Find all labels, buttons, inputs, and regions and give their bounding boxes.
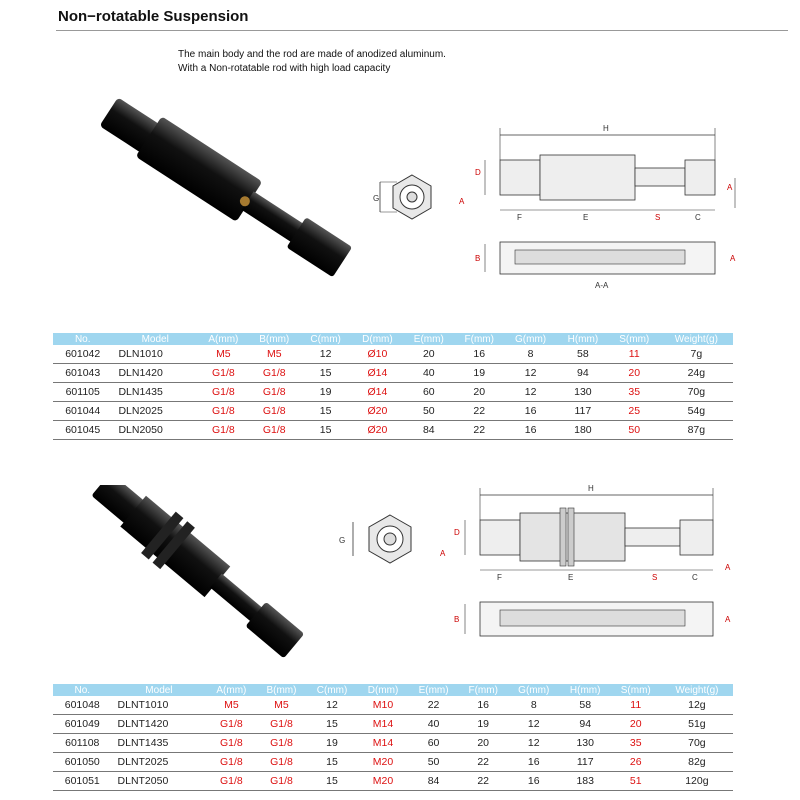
table-cell: 22	[459, 753, 508, 772]
table-cell: G1/8	[198, 383, 249, 402]
end-view-drawing-1	[372, 168, 462, 238]
col-s: S(mm)	[611, 684, 661, 696]
table-cell: M20	[358, 772, 409, 791]
table-cell: DLNT2050	[112, 772, 207, 791]
table-cell: G1/8	[256, 715, 306, 734]
table-cell: 12	[300, 345, 352, 364]
table-row	[53, 753, 733, 772]
spec-table-dln	[53, 333, 733, 440]
table-cell: 11	[611, 696, 661, 715]
table-cell: 601044	[53, 402, 112, 421]
table-cell: 601051	[53, 772, 112, 791]
table-cell: 35	[611, 734, 661, 753]
label-h: H	[603, 124, 609, 133]
label-c: C	[695, 213, 701, 222]
label-d-2: D	[454, 528, 460, 537]
table-cell: G1/8	[256, 772, 306, 791]
label-e-2: E	[568, 573, 574, 582]
table-cell: 50	[409, 753, 459, 772]
table-cell: 12g	[661, 696, 733, 715]
table-cell: M20	[358, 753, 409, 772]
end-view-drawing-2	[335, 510, 430, 580]
product-photo-dlnt	[75, 485, 355, 670]
table-cell: 58	[560, 696, 611, 715]
table-cell: G1/8	[206, 734, 256, 753]
table-cell: 15	[307, 715, 358, 734]
table-cell: M10	[358, 696, 409, 715]
table-cell: G1/8	[256, 734, 306, 753]
table-cell: 16	[504, 402, 557, 421]
table-cell: 12	[504, 364, 557, 383]
table-row	[53, 734, 733, 753]
label-a-right-2: A	[725, 563, 731, 572]
product-photo-dln	[80, 95, 380, 295]
table-cell: 117	[557, 402, 609, 421]
table-cell: 82g	[661, 753, 733, 772]
label-a-right: A	[727, 183, 733, 192]
table-cell: G1/8	[198, 402, 249, 421]
table-cell: 24g	[660, 364, 733, 383]
col-a: A(mm)	[206, 684, 256, 696]
col-b: B(mm)	[249, 333, 300, 345]
table-cell: M5	[198, 345, 249, 364]
table-row	[53, 345, 733, 364]
label-a-left-2: A	[440, 549, 446, 558]
table-cell: G1/8	[198, 364, 249, 383]
table1-body	[53, 345, 733, 440]
table-cell: 50	[609, 421, 660, 440]
table-cell: Ø20	[352, 402, 404, 421]
table-cell: 12	[307, 696, 358, 715]
table-row	[53, 364, 733, 383]
table-cell: 15	[300, 364, 352, 383]
table-cell: Ø14	[352, 364, 404, 383]
table-header-row	[53, 684, 733, 696]
table-cell: 15	[307, 753, 358, 772]
table-cell: 94	[557, 364, 609, 383]
label-b-2: B	[454, 615, 460, 624]
table-cell: 19	[300, 383, 352, 402]
label-g: G	[373, 194, 380, 203]
table-cell: 130	[557, 383, 609, 402]
table-cell: 180	[557, 421, 609, 440]
label-d: D	[475, 168, 481, 177]
table-cell: 120g	[661, 772, 733, 791]
table-cell: 8	[508, 696, 560, 715]
table-cell: G1/8	[206, 772, 256, 791]
table-cell: 183	[560, 772, 611, 791]
table-cell: 19	[307, 734, 358, 753]
label-a-section-2: A	[725, 615, 731, 624]
table-cell: 26	[611, 753, 661, 772]
table-cell: 601042	[53, 345, 112, 364]
table-cell: 16	[454, 345, 504, 364]
table-cell: DLNT1010	[112, 696, 207, 715]
table-cell: DLNT2025	[112, 753, 207, 772]
table-cell: 51g	[661, 715, 733, 734]
table-cell: 20	[459, 734, 508, 753]
table-cell: 94	[560, 715, 611, 734]
col-c: C(mm)	[300, 333, 352, 345]
description-line-2: With a Non-rotatable rod with high load capacity	[178, 63, 391, 74]
table-cell: 20	[403, 345, 454, 364]
table-cell: DLN1435	[112, 383, 197, 402]
table-cell: 84	[409, 772, 459, 791]
table-cell: 84	[403, 421, 454, 440]
table-row	[53, 402, 733, 421]
table-cell: 601045	[53, 421, 112, 440]
table-row	[53, 772, 733, 791]
table-cell: 35	[609, 383, 660, 402]
table-cell: 22	[454, 402, 504, 421]
col-model: Model	[112, 333, 197, 345]
table-cell: 12	[508, 715, 560, 734]
table-cell: M5	[249, 345, 300, 364]
table-cell: M14	[358, 715, 409, 734]
page-title: Non−rotatable Suspension	[58, 8, 249, 25]
table-header-row	[53, 333, 733, 345]
table-cell: 87g	[660, 421, 733, 440]
table-cell: M5	[206, 696, 256, 715]
table-cell: M14	[358, 734, 409, 753]
table-cell: 51	[611, 772, 661, 791]
table-cell: 19	[459, 715, 508, 734]
col-d: D(mm)	[352, 333, 404, 345]
table-cell: 16	[459, 696, 508, 715]
table-cell: 601049	[53, 715, 112, 734]
col-d: D(mm)	[358, 684, 409, 696]
col-h: H(mm)	[560, 684, 611, 696]
table-cell: 15	[307, 772, 358, 791]
label-c-2: C	[692, 573, 698, 582]
table-cell: G1/8	[198, 421, 249, 440]
col-b: B(mm)	[256, 684, 306, 696]
table-cell: DLN1420	[112, 364, 197, 383]
label-h-2: H	[588, 484, 594, 493]
table2-body	[53, 696, 733, 791]
table-cell: 16	[504, 421, 557, 440]
table-cell: 15	[300, 421, 352, 440]
col-e: E(mm)	[409, 684, 459, 696]
label-b: B	[475, 254, 481, 263]
table-cell: 40	[403, 364, 454, 383]
table-cell: 8	[504, 345, 557, 364]
label-g-2: G	[339, 536, 346, 545]
table-cell: 20	[611, 715, 661, 734]
col-model: Model	[112, 684, 207, 696]
table-cell: DLN2025	[112, 402, 197, 421]
table-cell: 601050	[53, 753, 112, 772]
table-cell: 20	[609, 364, 660, 383]
label-s: S	[655, 213, 661, 222]
table-cell: 25	[609, 402, 660, 421]
table-cell: 58	[557, 345, 609, 364]
col-no: No.	[53, 333, 112, 345]
table-cell: 7g	[660, 345, 733, 364]
table-cell: DLNT1420	[112, 715, 207, 734]
spec-table-dlnt	[53, 684, 733, 791]
col-no: No.	[53, 684, 112, 696]
table-cell: DLN2050	[112, 421, 197, 440]
table-cell: G1/8	[249, 364, 300, 383]
table-cell: 12	[504, 383, 557, 402]
table-cell: 15	[300, 402, 352, 421]
table-cell: G1/8	[249, 383, 300, 402]
table-cell: 16	[508, 753, 560, 772]
table-cell: G1/8	[249, 421, 300, 440]
col-s: S(mm)	[609, 333, 660, 345]
table-cell: 70g	[661, 734, 733, 753]
table-cell: 22	[459, 772, 508, 791]
table-cell: 40	[409, 715, 459, 734]
table-cell: 117	[560, 753, 611, 772]
table-cell: 20	[454, 383, 504, 402]
table-cell: G1/8	[206, 715, 256, 734]
table-cell: 601108	[53, 734, 112, 753]
table-cell: 601105	[53, 383, 112, 402]
col-h: H(mm)	[557, 333, 609, 345]
table-cell: 11	[609, 345, 660, 364]
table-cell: Ø10	[352, 345, 404, 364]
table-cell: 54g	[660, 402, 733, 421]
table-cell: 19	[454, 364, 504, 383]
label-a-section: A	[730, 254, 736, 263]
table-cell: Ø14	[352, 383, 404, 402]
col-f: F(mm)	[454, 333, 504, 345]
label-a-left: A	[459, 197, 465, 206]
col-g: G(mm)	[508, 684, 560, 696]
table-cell: 60	[403, 383, 454, 402]
table-cell: 16	[508, 772, 560, 791]
table-cell: 130	[560, 734, 611, 753]
table-row	[53, 715, 733, 734]
table-cell: 601043	[53, 364, 112, 383]
label-f: F	[517, 213, 522, 222]
label-section: A-A	[595, 281, 609, 290]
table-cell: DLNT1435	[112, 734, 207, 753]
side-view-drawing-1	[455, 120, 755, 295]
table-cell: 22	[409, 696, 459, 715]
col-weight: Weight(g)	[661, 684, 733, 696]
col-f: F(mm)	[459, 684, 508, 696]
table-cell: 50	[403, 402, 454, 421]
table-cell: G1/8	[206, 753, 256, 772]
product-description	[178, 48, 446, 76]
table-cell: 12	[508, 734, 560, 753]
title-divider	[56, 30, 788, 31]
label-s-2: S	[652, 573, 658, 582]
label-f-2: F	[497, 573, 502, 582]
table-cell: 60	[409, 734, 459, 753]
col-weight: Weight(g)	[660, 333, 733, 345]
col-e: E(mm)	[403, 333, 454, 345]
table-cell: 70g	[660, 383, 733, 402]
col-c: C(mm)	[307, 684, 358, 696]
table-cell: M5	[256, 696, 306, 715]
table-cell: 22	[454, 421, 504, 440]
table-cell: Ø20	[352, 421, 404, 440]
table-cell: 601048	[53, 696, 112, 715]
side-view-drawing-2	[440, 480, 760, 655]
description-line-1: The main body and the rod are made of anodized aluminum.	[178, 49, 446, 60]
col-a: A(mm)	[198, 333, 249, 345]
table-cell: DLN1010	[112, 345, 197, 364]
table-row	[53, 421, 733, 440]
table-row	[53, 383, 733, 402]
table-cell: G1/8	[249, 402, 300, 421]
table-cell: G1/8	[256, 753, 306, 772]
col-g: G(mm)	[504, 333, 557, 345]
table-row	[53, 696, 733, 715]
label-e: E	[583, 213, 589, 222]
